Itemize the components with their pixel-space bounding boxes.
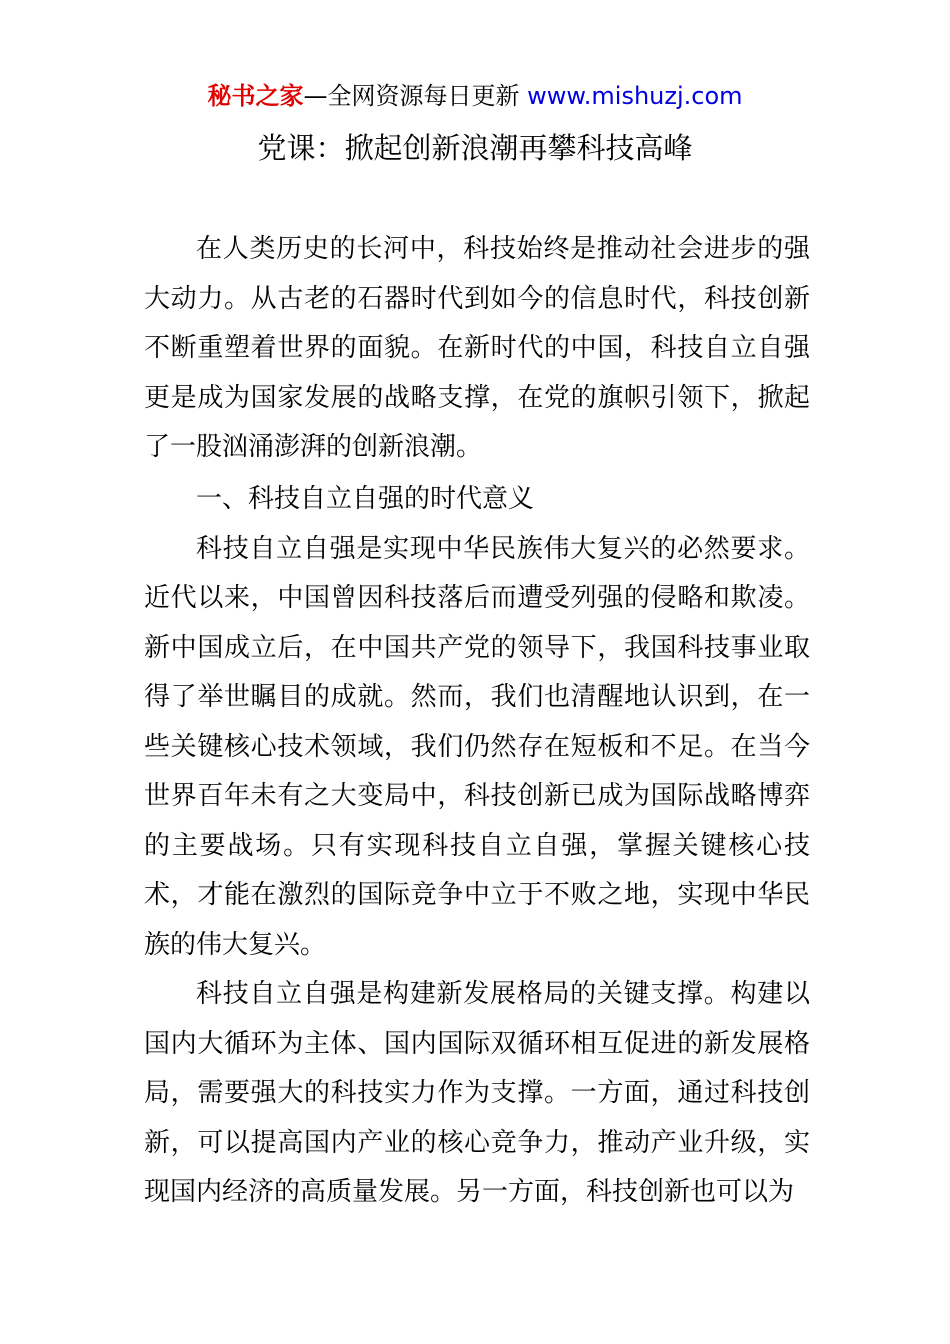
document-title: 党课：掀起创新浪潮再攀科技高峰 xyxy=(257,131,693,165)
body-paragraph: 在人类历史的长河中，科技始终是推动社会进步的强大动力。从古老的石器时代到如今的信息时代，科技创新不断重塑着世界的面貌。在新时代的中国，科技自立自强更是成为国家发展的战略支撑，在党的旗帜引领下，掀起了一股汹涌澎湃的创新浪潮。 xyxy=(144,234,810,462)
site-brand: 秘书之家 xyxy=(207,82,304,110)
site-tagline: —全网资源每日更新 xyxy=(303,82,528,110)
section-heading: 一、科技自立自强的时代意义 xyxy=(196,483,535,514)
document-body xyxy=(144,225,810,1218)
body-paragraph: 科技自立自强是实现中华民族伟大复兴的必然要求。近代以来，中国曾因科技落后而遭受列强的侵略和欺凌。新中国成立后，在中国共产党的领导下，我国科技事业取得了举世瞩目的成就。然而，我们也清醒地认识到，在一些关键核心技术领域，我们仍然存在短板和不足。在当今世界百年未有之大变局中，科技创新已成为国际战略博弈的主要战场。只有实现科技自立自强，掌握关键核心技术，才能在激烈的国际竞争中立于不败之地，实现中华民族的伟大复兴。 xyxy=(144,533,810,960)
site-header xyxy=(0,80,950,112)
body-paragraph: 科技自立自强是构建新发展格局的关键支撑。构建以国内大循环为主体、国内国际双循环相互促进的新发展格局，需要强大的科技实力作为支撑。一方面，通过科技创新，可以提高国内产业的核心竞争力，推动产业升级，实现国内经济的高质量发展。另一方面，科技创新也可以为 xyxy=(144,979,810,1207)
site-url-link[interactable]: www.mishuzj.com xyxy=(527,82,743,110)
